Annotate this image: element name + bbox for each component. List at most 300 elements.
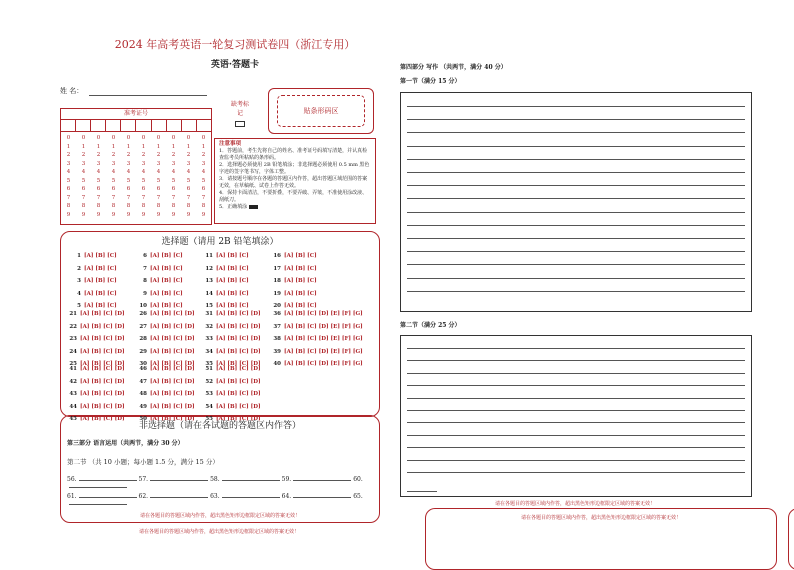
ticket-digit[interactable]: 6 xyxy=(111,186,116,192)
sheet-subtitle: 英语·答题卡 xyxy=(210,60,260,70)
answer-options[interactable]: [A] [B] [C] xyxy=(150,303,183,309)
ticket-digit[interactable]: 1 xyxy=(156,143,161,150)
question-number: 6 xyxy=(143,253,147,259)
answer-options[interactable]: [A] [B] [C] [D] xyxy=(216,366,261,372)
note-item: 1．答题前，考生先将自己的姓名、准考证号码填写清楚，并认真检查监考员所粘贴的条形码。 xyxy=(219,148,368,161)
answer-options[interactable]: [A] [B] [C] xyxy=(216,303,249,309)
question-number: 1 xyxy=(77,253,81,259)
ticket-digit[interactable]: 3 xyxy=(171,160,176,167)
question-group xyxy=(71,250,117,313)
answer-options[interactable]: [A] [B] [C] [D] xyxy=(80,348,125,355)
answer-options[interactable]: [A] [B] [C] [D] xyxy=(216,403,261,410)
answer-options[interactable]: [A] [B] [C] [D] xyxy=(80,403,125,410)
ticket-digit-column[interactable] xyxy=(91,132,106,219)
notes-title: 注意事项 xyxy=(219,141,242,147)
question-group xyxy=(271,308,363,371)
ticket-digit[interactable]: 8 xyxy=(201,203,206,209)
writing-line xyxy=(407,132,745,133)
absent-label: 缺考标记 xyxy=(230,101,249,117)
ticket-digit[interactable]: 5 xyxy=(66,177,71,184)
ticket-digit[interactable]: 5 xyxy=(81,177,86,184)
question-number: 25 xyxy=(69,361,77,367)
question-row[interactable] xyxy=(271,333,363,346)
answer-options[interactable]: [A] [B] [C] [D] xyxy=(216,323,261,330)
ticket-digit[interactable]: 8 xyxy=(81,203,86,209)
blank-number: 64. xyxy=(281,493,292,500)
answer-options[interactable]: [A] [B] [C] [D] xyxy=(150,366,195,372)
answer-blank[interactable] xyxy=(150,497,208,498)
question-number: 28 xyxy=(139,336,147,342)
next-page-warning: 请在各题目的答题区域内作答，超出黑色矩形边框限定区域的答案无效！ xyxy=(520,515,681,521)
next-page-box-edge xyxy=(788,508,794,570)
question-number: 42 xyxy=(69,378,77,385)
answer-blank[interactable] xyxy=(293,480,351,481)
writing-box-1[interactable] xyxy=(400,92,752,312)
answer-options[interactable]: [A] [B] [C] xyxy=(284,303,317,309)
question-row[interactable] xyxy=(271,346,363,359)
ticket-digit[interactable]: 8 xyxy=(156,203,161,209)
question-row[interactable] xyxy=(71,275,117,288)
answer-blank[interactable] xyxy=(222,480,280,481)
ticket-digit[interactable]: 0 xyxy=(126,135,131,141)
writing-line xyxy=(407,264,745,265)
answer-options[interactable]: [A] [B] [C] [D] xyxy=(80,323,125,330)
ticket-digit-column[interactable] xyxy=(76,132,91,219)
question-row[interactable] xyxy=(137,333,195,346)
writing-warning: 请在各题目的答题区域内作答，超出黑色矩形边框限定区域的答案无效！ xyxy=(494,501,655,507)
ticket-digit[interactable]: 4 xyxy=(171,169,176,175)
question-row[interactable] xyxy=(271,358,363,371)
ticket-digit[interactable]: 9 xyxy=(171,211,176,218)
ticket-number-grid xyxy=(60,108,212,225)
answer-options[interactable]: [A] [B] [C] [D] xyxy=(150,403,195,410)
question-row[interactable] xyxy=(67,346,125,359)
answer-options[interactable]: [A] [B] [C] xyxy=(150,290,183,297)
ticket-digit[interactable]: 1 xyxy=(96,143,101,150)
answer-blank[interactable] xyxy=(69,504,127,505)
ticket-digit[interactable]: 7 xyxy=(156,194,161,201)
question-row[interactable] xyxy=(67,308,125,321)
ticket-digit-column[interactable] xyxy=(121,132,136,219)
ticket-digit[interactable]: 6 xyxy=(186,186,191,192)
ticket-digit-column[interactable] xyxy=(61,132,76,219)
ticket-digit[interactable]: 4 xyxy=(186,169,191,175)
answer-options[interactable]: [A] [B] [C] xyxy=(284,278,317,284)
question-row[interactable] xyxy=(203,333,261,346)
question-number: 51 xyxy=(205,366,213,372)
question-number: 7 xyxy=(143,265,147,272)
question-row[interactable] xyxy=(137,401,195,414)
question-number: 2 xyxy=(77,265,81,272)
question-row[interactable] xyxy=(137,321,195,334)
ticket-digit[interactable]: 4 xyxy=(156,169,161,175)
ticket-digit[interactable]: 6 xyxy=(96,186,101,192)
ticket-digit-column[interactable] xyxy=(106,132,121,219)
answer-options[interactable]: [A] [B] [C] [D] [E] [F] [G] xyxy=(284,336,363,342)
answer-options[interactable]: [A] [B] [C] [D] xyxy=(216,378,261,385)
answer-options[interactable]: [A] [B] [C] xyxy=(150,253,183,259)
question-group xyxy=(203,308,261,371)
ticket-digit[interactable]: 7 xyxy=(111,194,116,201)
answer-blank[interactable] xyxy=(293,497,351,498)
ticket-digit[interactable]: 1 xyxy=(126,143,131,150)
ticket-digit[interactable]: 8 xyxy=(111,203,116,209)
writing-line xyxy=(407,225,745,226)
question-number: 32 xyxy=(205,323,213,330)
answer-options[interactable]: [A] [B] [C] xyxy=(216,290,249,297)
question-number: 24 xyxy=(69,348,77,355)
ticket-digit[interactable]: 4 xyxy=(81,169,86,175)
ticket-digit[interactable]: 0 xyxy=(66,135,71,141)
question-number: 14 xyxy=(205,290,213,297)
question-number: 44 xyxy=(69,403,77,410)
answer-options[interactable]: [A] [B] [C] [D] [E] [F] [G] xyxy=(284,361,363,367)
answer-options[interactable]: [A] [B] [C] xyxy=(84,278,117,284)
ticket-digit[interactable]: 6 xyxy=(156,186,161,192)
ticket-digit[interactable]: 5 xyxy=(96,177,101,184)
ticket-digit[interactable]: 9 xyxy=(66,211,71,218)
answer-options[interactable]: [A] [B] [C] [D] xyxy=(150,348,195,355)
ticket-digit[interactable]: 2 xyxy=(201,152,206,158)
note-item: 3．请按题号顺序在各题的答题区内作答，超出答题区域范围的答案无效，在草稿纸、试卷上作答无效。 xyxy=(219,176,368,189)
ticket-digit[interactable]: 9 xyxy=(186,211,191,218)
answer-options[interactable]: [A] [B] [C] xyxy=(284,290,317,297)
part4-heading: 第四部分 写作 （共两节，满分 40 分） xyxy=(400,64,507,71)
answer-options[interactable]: [A] [B] [C] xyxy=(84,290,117,297)
answer-options[interactable]: [A] [B] [C] xyxy=(150,278,183,284)
answer-options[interactable]: [A] [B] [C] xyxy=(84,265,117,272)
ticket-digit[interactable]: 1 xyxy=(66,143,71,150)
writing-line xyxy=(407,460,745,461)
answer-options[interactable]: [A] [B] [C] [D] xyxy=(150,391,195,397)
ticket-digit[interactable]: 1 xyxy=(171,143,176,150)
question-number: 10 xyxy=(139,303,147,309)
ticket-digit[interactable]: 3 xyxy=(201,160,206,167)
ticket-digit[interactable]: 6 xyxy=(201,186,206,192)
ticket-digit[interactable]: 0 xyxy=(96,135,101,141)
ticket-digit[interactable]: 7 xyxy=(201,194,206,201)
answer-options[interactable]: [A] [B] [C] [D] xyxy=(150,323,195,330)
ticket-digit[interactable]: 3 xyxy=(66,160,71,167)
ticket-digit[interactable]: 6 xyxy=(66,186,71,192)
ticket-digit[interactable]: 5 xyxy=(171,177,176,184)
ticket-digit[interactable]: 3 xyxy=(186,160,191,167)
writing-line xyxy=(407,251,745,252)
ticket-digit[interactable]: 0 xyxy=(201,135,206,141)
writing-line xyxy=(407,410,745,411)
ticket-digit[interactable]: 7 xyxy=(126,194,131,201)
answer-blank[interactable] xyxy=(79,497,137,498)
ticket-digit[interactable]: 9 xyxy=(111,211,116,218)
answer-options[interactable]: [A] [B] [C] xyxy=(84,253,117,259)
question-number: 15 xyxy=(205,303,213,309)
ticket-digit-column[interactable] xyxy=(151,132,166,219)
answer-blank[interactable] xyxy=(222,497,280,498)
ticket-digit[interactable]: 7 xyxy=(186,194,191,201)
bottom-warning: 请在各题目的答题区域内作答，超出黑色矩形边框限定区域的答案无效！ xyxy=(138,529,299,535)
ticket-digit[interactable]: 1 xyxy=(186,143,191,150)
ticket-digit[interactable]: 5 xyxy=(126,177,131,184)
ticket-digit[interactable]: 3 xyxy=(156,160,161,167)
question-row[interactable] xyxy=(203,308,261,321)
question-row[interactable] xyxy=(71,263,117,276)
ticket-digit[interactable]: 8 xyxy=(126,203,131,209)
writing-line xyxy=(407,106,745,107)
ticket-digit[interactable]: 5 xyxy=(111,177,116,184)
answer-options[interactable]: [A] [B] [C] xyxy=(284,265,317,272)
question-row[interactable] xyxy=(203,401,261,414)
question-row[interactable] xyxy=(203,250,249,263)
ticket-digit[interactable]: 4 xyxy=(141,169,146,175)
ticket-digit-column[interactable] xyxy=(166,132,181,219)
answer-options[interactable]: [A] [B] [C] [D] [E] [F] [G] xyxy=(284,323,363,330)
ticket-label: 准考证号 xyxy=(61,109,211,120)
question-row[interactable] xyxy=(67,401,125,414)
question-row[interactable] xyxy=(137,263,183,276)
question-number: 18 xyxy=(273,278,281,284)
ticket-digit-column[interactable] xyxy=(136,132,151,219)
question-row[interactable] xyxy=(271,321,363,334)
ticket-digit[interactable]: 7 xyxy=(66,194,71,201)
sheet-title: 2024 年高考英语一轮复习测试卷四（浙江专用） xyxy=(114,38,356,51)
ticket-digit[interactable]: 8 xyxy=(66,203,71,209)
answer-options[interactable]: [A] [B] [C] [D] xyxy=(80,311,125,317)
question-row[interactable] xyxy=(71,250,117,263)
answer-blank[interactable] xyxy=(150,480,208,481)
writing-line xyxy=(407,422,745,423)
question-row[interactable] xyxy=(203,263,249,276)
answer-options[interactable]: [A] [B] [C] [D] xyxy=(150,336,195,342)
ticket-digit[interactable]: 7 xyxy=(81,194,86,201)
question-row[interactable] xyxy=(203,376,261,389)
note-item: 5．正确填涂 xyxy=(219,204,371,211)
question-row[interactable] xyxy=(137,376,195,389)
question-number: 43 xyxy=(69,391,77,397)
blank-number: 63. xyxy=(210,493,220,500)
answer-options[interactable]: [A] [B] [C] [D] xyxy=(216,391,261,397)
blank-number: 59. xyxy=(281,476,292,483)
ticket-digit[interactable]: 9 xyxy=(96,211,101,218)
ticket-digit[interactable]: 7 xyxy=(96,194,101,201)
name-row xyxy=(60,86,207,96)
ticket-digit[interactable]: 1 xyxy=(81,143,86,150)
answer-options[interactable]: [A] [B] [C] [D] xyxy=(80,391,125,397)
ticket-digit[interactable]: 6 xyxy=(171,186,176,192)
answer-options[interactable]: [A] [B] [C] xyxy=(216,265,249,272)
question-row[interactable] xyxy=(67,363,125,376)
question-row[interactable] xyxy=(137,308,195,321)
writing-line xyxy=(407,146,745,147)
question-number: 22 xyxy=(69,323,77,330)
ticket-digit[interactable]: 4 xyxy=(126,169,131,175)
name-field[interactable] xyxy=(89,95,207,96)
ticket-digit[interactable]: 8 xyxy=(171,203,176,209)
ticket-digit[interactable]: 9 xyxy=(126,211,131,218)
answer-blank[interactable] xyxy=(69,487,127,488)
answer-options[interactable]: [A] [B] [C] xyxy=(216,253,249,259)
ticket-digit[interactable]: 6 xyxy=(141,186,146,192)
question-row[interactable] xyxy=(137,275,183,288)
writing-line xyxy=(407,291,745,292)
absent-checkbox[interactable] xyxy=(235,121,245,127)
ticket-digit[interactable]: 4 xyxy=(201,169,206,175)
ticket-digit[interactable]: 3 xyxy=(141,160,146,167)
answer-options[interactable]: [A] [B] [C] [D] xyxy=(150,378,195,385)
answer-options[interactable]: [A] [B] [C] [D] xyxy=(80,366,125,372)
answer-options[interactable]: [A] [B] [C] [D] xyxy=(150,311,195,317)
question-row[interactable] xyxy=(203,388,261,401)
question-row[interactable] xyxy=(271,288,317,301)
writing-line xyxy=(407,385,745,386)
question-row[interactable] xyxy=(67,376,125,389)
question-number: 54 xyxy=(205,403,213,410)
ticket-digit[interactable]: 5 xyxy=(141,177,146,184)
question-number: 21 xyxy=(69,311,77,317)
answer-options[interactable]: [A] [B] [C] [D] xyxy=(216,348,261,355)
ticket-digit[interactable]: 7 xyxy=(141,194,146,201)
question-row[interactable] xyxy=(271,250,317,263)
answer-options[interactable]: [A] [B] [C] [D] xyxy=(216,361,261,367)
ticket-digit[interactable]: 3 xyxy=(126,160,131,167)
answer-options[interactable]: [A] [B] [C] xyxy=(84,303,117,309)
answer-options[interactable]: [A] [B] [C] [D] xyxy=(80,378,125,385)
question-row[interactable] xyxy=(271,263,317,276)
writing-line xyxy=(407,159,745,160)
ticket-digit-column[interactable] xyxy=(196,132,211,219)
ticket-digit[interactable]: 7 xyxy=(171,194,176,201)
answer-options[interactable]: [A] [B] [C] [D] xyxy=(150,361,195,367)
question-number: 49 xyxy=(139,403,147,410)
answer-options[interactable]: [A] [B] [C] [D] xyxy=(150,416,195,422)
ticket-digit[interactable]: 3 xyxy=(111,160,116,167)
writing-section1-heading: 第一节（满分 15 分） xyxy=(400,78,461,85)
question-group xyxy=(137,308,195,371)
ticket-digit-column[interactable] xyxy=(181,132,196,219)
question-number: 31 xyxy=(205,311,213,317)
answer-options[interactable]: [A] [B] [C] [D] xyxy=(80,416,125,422)
question-group xyxy=(271,250,317,313)
answer-options[interactable]: [A] [B] [C] [D] xyxy=(80,336,125,342)
ticket-digit[interactable]: 1 xyxy=(141,143,146,150)
ticket-digit[interactable]: 8 xyxy=(96,203,101,209)
question-number: 16 xyxy=(273,253,281,259)
answer-blank[interactable] xyxy=(79,480,137,481)
ticket-digit[interactable]: 9 xyxy=(156,211,161,218)
ticket-digit[interactable]: 2 xyxy=(186,152,191,158)
question-row[interactable] xyxy=(67,321,125,334)
ticket-digit[interactable]: 0 xyxy=(81,135,86,141)
answer-options[interactable]: [A] [B] [C] [D] [E] [F] [G] xyxy=(284,311,363,317)
ticket-digit[interactable]: 2 xyxy=(96,152,101,158)
choice-section xyxy=(60,231,380,422)
question-row[interactable] xyxy=(137,250,183,263)
answer-options[interactable]: [A] [B] [C] [D] xyxy=(80,361,125,367)
ticket-digit[interactable]: 1 xyxy=(201,143,206,150)
question-row[interactable] xyxy=(137,388,195,401)
answer-options[interactable]: [A] [B] [C] [D] xyxy=(216,311,261,317)
ticket-digit[interactable]: 2 xyxy=(156,152,161,158)
ticket-digit[interactable]: 3 xyxy=(96,160,101,167)
answer-options[interactable]: [A] [B] [C] [D] [E] [F] [G] xyxy=(284,348,363,355)
answer-options[interactable]: [A] [B] [C] xyxy=(216,278,249,284)
question-number: 30 xyxy=(139,361,147,367)
writing-line xyxy=(407,212,745,213)
ticket-digit[interactable]: 0 xyxy=(186,135,191,141)
ticket-digit[interactable]: 4 xyxy=(66,169,71,175)
ticket-digit[interactable]: 9 xyxy=(81,211,86,218)
writing-box-2[interactable] xyxy=(400,335,752,497)
question-row[interactable] xyxy=(137,363,195,376)
ticket-digit[interactable]: 6 xyxy=(126,186,131,192)
question-number: 23 xyxy=(69,336,77,342)
answer-options[interactable]: [A] [B] [C] xyxy=(150,265,183,272)
ticket-digit[interactable]: 9 xyxy=(201,211,206,218)
ticket-digit[interactable]: 6 xyxy=(81,186,86,192)
writing-line xyxy=(407,172,745,173)
ticket-digit[interactable]: 2 xyxy=(111,152,116,158)
question-number: 19 xyxy=(273,290,281,297)
ticket-digit[interactable]: 3 xyxy=(81,160,86,167)
ticket-digit[interactable]: 2 xyxy=(171,152,176,158)
answer-options[interactable]: [A] [B] [C] xyxy=(284,253,317,259)
ticket-digit[interactable]: 5 xyxy=(156,177,161,184)
ticket-digit[interactable]: 4 xyxy=(96,169,101,175)
question-row[interactable] xyxy=(203,363,261,376)
question-row[interactable] xyxy=(67,333,125,346)
question-row[interactable] xyxy=(137,288,183,301)
question-number: 45 xyxy=(69,416,77,422)
question-row[interactable] xyxy=(203,321,261,334)
question-row[interactable] xyxy=(203,346,261,359)
question-number: 29 xyxy=(139,348,147,355)
ticket-digit[interactable]: 0 xyxy=(111,135,116,141)
ticket-digit[interactable]: 4 xyxy=(111,169,116,175)
ticket-digit[interactable]: 2 xyxy=(141,152,146,158)
question-row[interactable] xyxy=(137,346,195,359)
answer-options[interactable]: [A] [B] [C] [D] xyxy=(216,416,261,422)
ticket-digit[interactable]: 5 xyxy=(186,177,191,184)
writing-line xyxy=(407,435,745,436)
question-row[interactable] xyxy=(203,275,249,288)
blank-number: 60. xyxy=(353,476,363,483)
question-row[interactable] xyxy=(271,275,317,288)
question-row[interactable] xyxy=(71,288,117,301)
ticket-digit[interactable]: 0 xyxy=(156,135,161,141)
question-number: 27 xyxy=(139,323,147,330)
ticket-boxes[interactable] xyxy=(61,120,211,132)
ticket-digit[interactable]: 8 xyxy=(141,203,146,209)
blank-number: 56. xyxy=(67,476,77,483)
ticket-digit[interactable]: 1 xyxy=(111,143,116,150)
question-row[interactable] xyxy=(203,288,249,301)
question-row[interactable] xyxy=(67,388,125,401)
question-row[interactable] xyxy=(271,308,363,321)
ticket-digit[interactable]: 2 xyxy=(81,152,86,158)
part3-heading: 第三部分 语言运用（共两节，满分 30 分） xyxy=(67,440,184,447)
ticket-digit[interactable]: 2 xyxy=(126,152,131,158)
ticket-digit[interactable]: 0 xyxy=(141,135,146,141)
ticket-digit[interactable]: 0 xyxy=(171,135,176,141)
fill-sample-icon xyxy=(249,205,258,209)
ticket-digit[interactable]: 8 xyxy=(186,203,191,209)
ticket-digits[interactable] xyxy=(61,132,211,219)
question-number: 11 xyxy=(205,253,213,259)
question-number: 41 xyxy=(69,366,77,372)
ticket-digit[interactable]: 9 xyxy=(141,211,146,218)
ticket-digit[interactable]: 2 xyxy=(66,152,71,158)
answer-options[interactable]: [A] [B] [C] [D] xyxy=(216,336,261,342)
ticket-digit[interactable]: 5 xyxy=(201,177,206,184)
